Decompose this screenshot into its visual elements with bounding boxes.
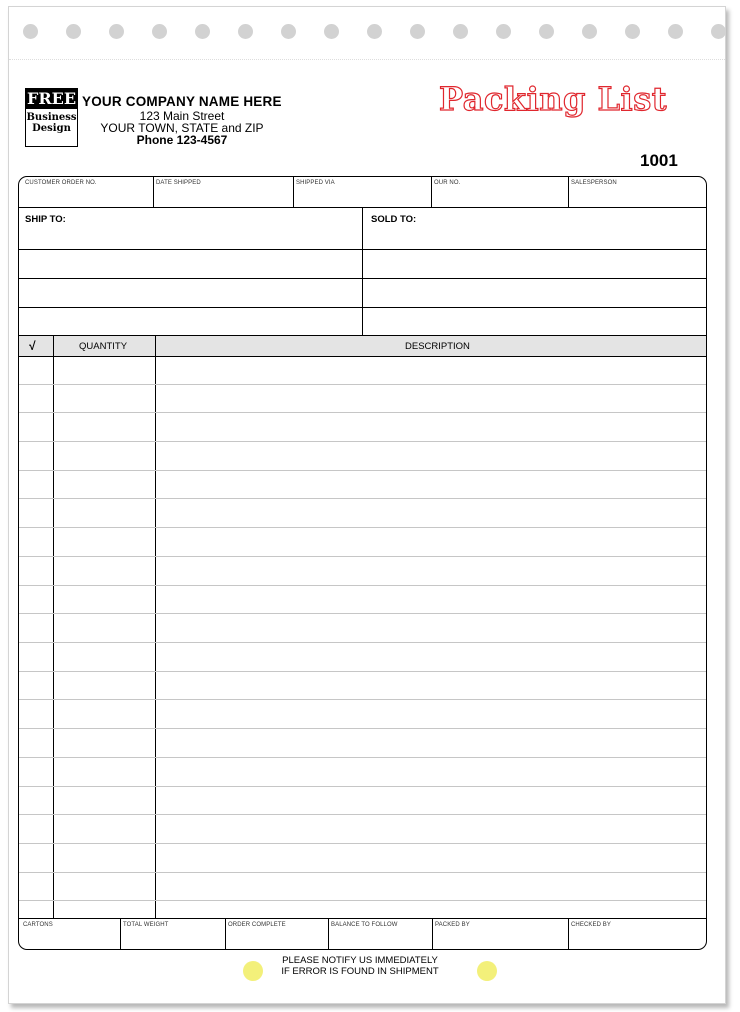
notice-line1: PLEASE NOTIFY US IMMEDIATELY: [282, 955, 438, 966]
sprocket-hole: [410, 24, 425, 39]
field-cartons[interactable]: CARTONS: [23, 922, 53, 928]
address-line: [19, 278, 706, 279]
item-row-line: [19, 470, 706, 471]
highlight-dot-right: [477, 961, 497, 981]
check-column-header: √: [29, 339, 36, 353]
footer-divider: [225, 918, 226, 949]
info-divider: [293, 177, 294, 207]
logo-line1: Business: [26, 112, 77, 123]
logo-line2: Design: [32, 123, 71, 134]
logo-business-design: [26, 112, 77, 134]
sprocket-hole: [238, 24, 253, 39]
item-row-line: [19, 671, 706, 672]
info-divider: [568, 177, 569, 207]
item-row-line: [19, 585, 706, 586]
logo-free-text: FREE: [26, 89, 77, 108]
sprocket-hole: [453, 24, 468, 39]
sprocket-hole: [195, 24, 210, 39]
info-divider: [153, 177, 154, 207]
item-row-line: [19, 412, 706, 413]
sprocket-hole: [668, 24, 683, 39]
sprocket-hole: [324, 24, 339, 39]
address-line: [19, 249, 706, 250]
item-row-line: [19, 786, 706, 787]
item-row-line: [19, 441, 706, 442]
company-name: YOUR COMPANY NAME HERE: [82, 94, 282, 109]
perforation-line: [9, 59, 725, 60]
sprocket-hole: [582, 24, 597, 39]
sprocket-hole: [711, 24, 726, 39]
address-divider: [362, 207, 363, 335]
item-row-line: [19, 872, 706, 873]
footer-divider: [568, 918, 569, 949]
sprocket-hole: [539, 24, 554, 39]
address-line1: 123 Main Street: [139, 109, 225, 123]
field-shipped-via[interactable]: SHIPPED VIA: [296, 180, 335, 186]
form-number: 1001: [640, 151, 678, 170]
sprocket-holes: [9, 24, 725, 46]
page-title: Packing List: [439, 80, 667, 118]
ship-to-label: SHIP TO:: [25, 214, 66, 225]
sprocket-hole: [281, 24, 296, 39]
item-row-line: [19, 843, 706, 844]
field-salesperson[interactable]: SALESPERSON: [571, 180, 617, 186]
description-column-header: DESCRIPTION: [405, 341, 470, 352]
quantity-column-divider: [155, 335, 156, 918]
item-row-line: [19, 556, 706, 557]
sprocket-hole: [625, 24, 640, 39]
check-column-divider: [53, 335, 54, 918]
logo-badge: [25, 88, 78, 147]
item-row-line: [19, 642, 706, 643]
field-our-no[interactable]: OUR NO.: [434, 180, 461, 186]
field-date-shipped[interactable]: DATE SHIPPED: [156, 180, 201, 186]
sprocket-hole: [496, 24, 511, 39]
address-line: [19, 307, 706, 308]
footer-divider: [120, 918, 121, 949]
field-packed-by[interactable]: PACKED BY: [435, 922, 470, 928]
sprocket-hole: [109, 24, 124, 39]
sold-to-label: SOLD TO:: [371, 214, 417, 225]
footer-divider: [432, 918, 433, 949]
field-order-complete[interactable]: ORDER COMPLETE: [228, 922, 286, 928]
packing-form: [18, 176, 707, 950]
item-row-line: [19, 498, 706, 499]
notice-line2: IF ERROR IS FOUND IN SHIPMENT: [281, 966, 439, 977]
error-notice: [240, 955, 480, 977]
item-row-line: [19, 613, 706, 614]
item-row-line: [19, 757, 706, 758]
address-line2: YOUR TOWN, STATE and ZIP: [100, 121, 264, 135]
sprocket-hole: [66, 24, 81, 39]
quantity-column-header: QUANTITY: [79, 341, 128, 352]
item-row-line: [19, 900, 706, 901]
item-row-line: [19, 728, 706, 729]
sprocket-hole: [23, 24, 38, 39]
item-row-line: [19, 814, 706, 815]
field-balance-to-follow[interactable]: BALANCE TO FOLLOW: [331, 922, 398, 928]
item-row-line: [19, 699, 706, 700]
info-divider: [431, 177, 432, 207]
footer-row-top: [19, 918, 706, 919]
item-row-line: [19, 384, 706, 385]
sprocket-hole: [367, 24, 382, 39]
footer-divider: [328, 918, 329, 949]
field-total-weight[interactable]: TOTAL WEIGHT: [123, 922, 169, 928]
phone: Phone 123-4567: [136, 133, 228, 147]
field-customer-order-no[interactable]: CUSTOMER ORDER NO.: [25, 180, 97, 186]
item-row-line: [19, 527, 706, 528]
sprocket-hole: [152, 24, 167, 39]
field-checked-by[interactable]: CHECKED BY: [571, 922, 612, 928]
